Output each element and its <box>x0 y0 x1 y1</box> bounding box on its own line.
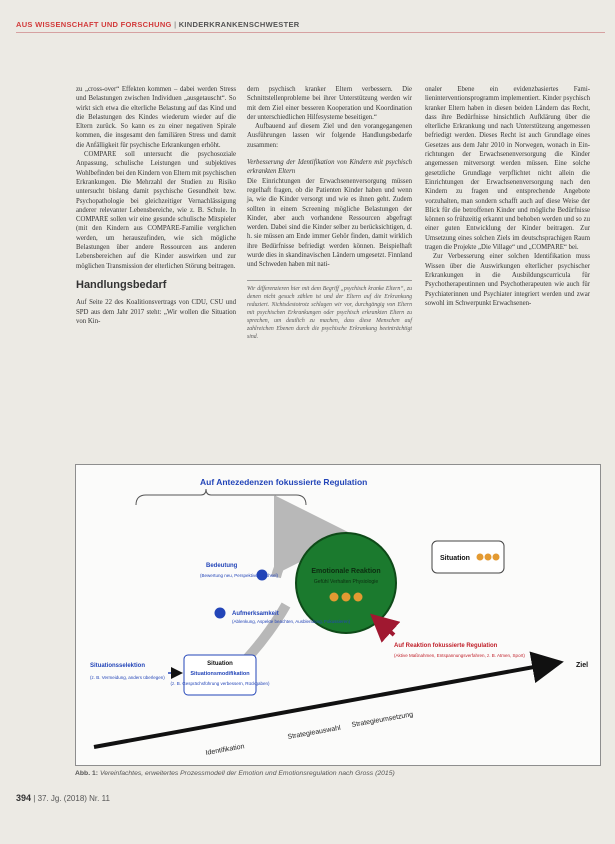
reaction-regulation-title: Auf Reaktion fokussierte Regulation <box>394 643 498 649</box>
header-rule <box>16 32 605 33</box>
paragraph: Zur Verbesserung einer solchen Identifikation muss Wissen über die Auswirkungen elterlicher psychischer Erkrankungen in die Ausbildungscurricula für Psychotherapeutinnen und Psychotherapeuten wie auch für Psychiaterinnen und Psychiater integriert werden und zwar sowohl im Schwerpunkt Erwachsenen- <box>425 253 590 307</box>
emoji-face-icon <box>330 593 339 602</box>
header-section: AUS WISSENSCHAFT UND FORSCHUNG <box>16 20 172 29</box>
attention-dot <box>215 608 226 619</box>
emoji-face-icon <box>354 593 363 602</box>
situation-mod-title: Situation <box>207 661 233 667</box>
header-magazine: KINDERKRANKENSCHWESTER <box>178 20 300 29</box>
issue-info: | 37. Jg. (2018) Nr. 11 <box>33 794 110 803</box>
process-model-diagram <box>76 465 600 765</box>
step-strategy-implementation: Strategieumsetzung <box>351 711 414 729</box>
text-column-3 <box>425 85 590 308</box>
step-identification: Identifikation <box>205 743 246 757</box>
emotional-reaction-sublabel: Gefühl Verhalten Physiologie <box>313 579 379 585</box>
situation-selection-title: Situationsselektion <box>90 663 146 669</box>
attention-sub: (Ablenkung, Aspekte beachten, Ausblendung, Fokussieren) <box>232 619 351 624</box>
paragraph: COMPARE soll untersucht die psychosoziale Anpassung, schulische Leistungen und subjektives Wohlbefinden bei den Kindern von Eltern mit psychischen Erkrankungen. Die Mehrzahl der Studien zu Risiko untersucht bislang damit psychische Gesundheit bzw. Psychopathologie bei gleichzeitiger Vernachlässigung anderer relevanter Lebensbereiche, wie z. B. Schule. In COMPARE sollen wir eine gesunde schulische Mitspieler (mit den Kindern aus COMPARE-Familie verglichen werden, um herauszufinden, wie sich mögliche Belastungen über andere Ressourcen aus anderen Lebensbereichen auf die Kinder auswirken und zur möglichen Transmission der elterlichen Störung beitragen. <box>76 151 236 270</box>
emoji-face-icon <box>477 554 484 561</box>
page-number: 394 <box>16 793 32 803</box>
emoji-face-icon <box>493 554 500 561</box>
reaction-arrow <box>376 619 394 635</box>
emoji-face-icon <box>342 593 351 602</box>
meaning-title: Bedeutung <box>206 563 238 569</box>
footnote: Wir differenzieren hier mit dem Begriff „psychisch kranke Eltern“, zu denen nicht gesuch zählen ist und der Eltern auf die Erkrankung reduziert. Nichtsdestotrotz schlagen wir vor, durchgängig von Eltern mit psychischen Erkrankungen oder psychisch erkrankten Eltern zu sprechen, um deutlich zu machen, dass diese Menschen auf zahlreichen Ebenen durch die psychische Erkrankung beeinträchtigt sind. <box>247 280 412 341</box>
figure-caption <box>75 770 600 777</box>
step-strategy-selection: Strategieauswahl <box>287 724 342 741</box>
situation-selection-sub: (z. B. Vermeidung, anders überlegen) <box>90 675 165 680</box>
page-footer <box>16 793 110 803</box>
situation-mod-subtitle: Situationsmodifikation <box>190 671 250 677</box>
text-column-2 <box>247 85 412 341</box>
running-header <box>16 20 606 29</box>
paragraph: zu „cross-over“ Effekten kommen – dabei werden Stress und Belastungen zwischen Individuen „ausgetauscht“. So wirkt sich etwa die elterliche Belastung auf das Kind und die Belastungen des Kindes wiederum wieder auf die Eltern zurück. So kann es zu einer negativen Spirale kommen, die insgesamt den familiären Stress und damit die Anfälligkeit für psychische Erkrankungen erhöht. <box>76 86 236 149</box>
paragraph: onaler Ebene ein evidenzbasiertes Familieninterventionsprogramm implementiert. Kinder psychisch kranker Eltern haben in diesen beiden Ländern das Recht, dass ihre Bedürfnisse hinsichtlich Aufklärung über die elterliche Erkrankung und nach Unterstützung angemessen befriedigt werden. Dieses Recht ist auch Grundlage eines Gesetzes aus dem Jahr 2010 in Norwegen, wonach in Einrichtungen der Erwachsenenversorgung die Kinder angemessen mitversorgt werden müssen. Eine solche gesetzliche Grundlage verpflichtet nicht allein die Einrichtungen der Erwachsenenversorgung nach den Kindern zu fragen und entsprechende Angebote vorzuhalten, man sondern schafft auch auf diese Weise der Blick für die betroffenen Kinder und mögliche Bedürfnisse können so frühzeitig erkannt und behoben werden und so zu einer guten Entwicklung der Kinder beitragen. Zur Umsetzung eines solchen Ziels im deutschsprachigen Raum tragen die Projekte „Die Village“ und „COMPARE“ bei. <box>425 86 590 252</box>
paragraph: Auf Seite 22 des Koalitionsvertrags von CDU, CSU und SPD aus dem Jahr 2017 steht: „Wir wollen die Situation von Kin- <box>76 299 236 325</box>
antecedent-brace <box>136 489 306 505</box>
situation-mod-sub: (z. B. Gesprächsführung verbessern, Rückgaben) <box>170 681 270 686</box>
section-heading: Handlungsbedarf <box>76 278 167 291</box>
process-model-figure <box>75 464 601 766</box>
emoji-face-icon <box>485 554 492 561</box>
text-column-1 <box>76 85 236 326</box>
meaning-sub: (Bewertung neu, Perspektivenwechsel) <box>200 573 279 578</box>
paragraph: Die Einrichtungen der Erwachsenenversorgung müssen regelhaft fragen, ob die Patienten Kinder haben und wenn ja, wie die Kinder versorgt und wie es ihnen geht. Zudem sollten in einem Screening mögliche Belastungen der Kinder, aber auch vorhandene Ressourcen abgefragt werden. Dabei sind die Kinder selber zu berücksichtigen, d. h. sie müssen am Ende immer Gehör finden, damit wirklich ihre Bedürfnisse befriedigt werden können. Beispielhaft wurde dies in skandinavischen Ländern umgesetzt. Finnland und Schweden haben mit nati- <box>247 177 412 269</box>
reaction-regulation-sub: (Aktive Maßnahmen, Entspannungsverfahren, z. B. Atmen, Sport) <box>394 653 525 658</box>
situation-right-label: Situation <box>440 555 470 562</box>
paragraph: Aufbauend auf diesem Ziel und den vorangegangenen Ausführungen lassen wir folgende Handlungsbedarfe zusammen: <box>247 123 412 149</box>
emotional-reaction-label: Emotionale Reaktion <box>311 568 381 575</box>
italic-subheading: Verbesserung der Identifikation von Kindern mit psychisch erkrankten Eltern <box>247 159 412 176</box>
attention-title: Aufmerksamkeit <box>232 611 279 617</box>
paragraph: dern psychisch kranker Eltern verbessern. Die Schnittstellenprobleme bei ihrer Unterstützung werden wir mit dem Ziel einer besseren Kooperation und Koordination der unterschiedlichen Hilfesysteme beseitigen.“ <box>247 86 412 121</box>
figure-caption-label: Abb. 1: <box>75 770 99 777</box>
header-separator: | <box>174 20 179 29</box>
figure-caption-text: Vereinfachtes, erweitertes Prozessmodell der Emotion und Emotionsregulation nach Gross (2015) <box>99 770 395 777</box>
antecedent-regulation-title: Auf Antezedenzen fokussierte Regulation <box>200 477 368 487</box>
goal-label: Ziel <box>576 662 589 669</box>
